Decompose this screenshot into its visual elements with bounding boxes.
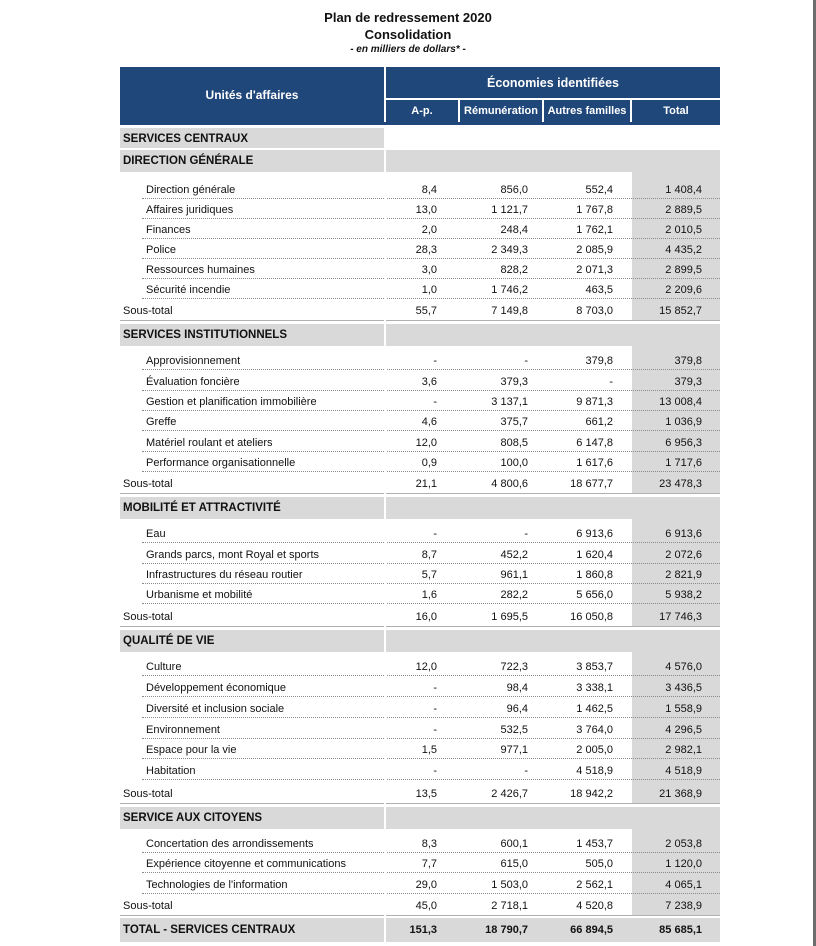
cell-autres: -	[609, 376, 613, 388]
cell-total: 6 913,6	[665, 528, 702, 540]
cell-autres: 552,4	[585, 184, 613, 196]
row-separator	[142, 603, 720, 604]
cell-autres: 2 071,3	[576, 264, 613, 276]
cell-autres: 1 453,7	[576, 838, 613, 850]
section-band-right	[386, 324, 720, 346]
cell-autres: 505,0	[585, 858, 613, 870]
cell-total: 1 717,6	[665, 457, 702, 469]
cell-remuneration: 615,0	[500, 858, 528, 870]
cell-total: 1 120,0	[665, 858, 702, 870]
cell-total: 4 435,2	[665, 244, 702, 256]
subtotal-label: Sous-total	[123, 788, 173, 800]
cell-remuneration: 98,4	[506, 682, 528, 694]
cell-remuneration: 722,3	[500, 661, 528, 673]
cell-ap: 4,6	[421, 416, 437, 428]
cell-remuneration: 600,1	[500, 838, 528, 850]
cell-total: 2 821,9	[665, 569, 702, 581]
row-label: Technologies de l'information	[146, 879, 288, 891]
cell-autres: 1 462,5	[576, 703, 613, 715]
cell-total: 4 576,0	[665, 661, 702, 673]
cell-remuneration: 379,3	[500, 376, 528, 388]
row-separator	[142, 390, 720, 391]
cell-ap: 0,9	[421, 457, 437, 469]
subtotal-label: Sous-total	[123, 305, 173, 317]
row-label: Évaluation foncière	[146, 376, 240, 388]
cell-autres: 463,5	[585, 284, 613, 296]
row-label: Ressources humaines	[146, 264, 255, 276]
row-separator	[142, 471, 720, 472]
cell-autres: 2 562,1	[576, 879, 613, 891]
row-separator	[142, 542, 720, 543]
row-label: Performance organisationnelle	[146, 457, 296, 469]
row-separator	[142, 410, 720, 411]
cell-total: 1 408,4	[665, 184, 702, 196]
cell-ap: 2,0	[421, 224, 437, 236]
cell-ap: 1,0	[421, 284, 437, 296]
cell-ap: -	[433, 396, 437, 408]
subtotal-remuneration: 4 800,6	[491, 478, 528, 490]
cell-autres: 1 620,4	[576, 549, 613, 561]
grand-total-autres: 66 894,5	[570, 924, 613, 936]
row-separator	[142, 872, 720, 873]
cell-remuneration: 808,5	[500, 437, 528, 449]
cell-remuneration: 828,2	[500, 264, 528, 276]
subtotal-ap: 55,7	[415, 305, 437, 317]
cell-remuneration: 1 121,7	[491, 204, 528, 216]
cell-ap: 12,0	[415, 661, 437, 673]
header-col-total: Total	[632, 100, 720, 122]
row-label: Affaires juridiques	[146, 204, 234, 216]
row-label: Sécurité incendie	[146, 284, 231, 296]
subtotal-label: Sous-total	[123, 611, 173, 623]
cell-total: 2 209,6	[665, 284, 702, 296]
cell-remuneration: 452,2	[500, 549, 528, 561]
cell-ap: 8,7	[421, 549, 437, 561]
subtotal-label: Sous-total	[123, 900, 173, 912]
header-col-remuneration: Rémunération	[460, 100, 542, 122]
subtotal-remuneration: 1 695,5	[491, 611, 528, 623]
row-separator	[142, 278, 720, 279]
cell-autres: 3 853,7	[576, 661, 613, 673]
subtotal-total: 23 478,3	[659, 478, 702, 490]
cell-remuneration: 1 746,2	[491, 284, 528, 296]
row-separator	[142, 563, 720, 564]
subtotal-autres: 18 677,7	[570, 478, 613, 490]
grand-total-total: 85 685,1	[659, 924, 702, 936]
cell-remuneration: 96,4	[506, 703, 528, 715]
subtotal-autres: 16 050,8	[570, 611, 613, 623]
row-separator	[142, 893, 720, 894]
section-band-right	[386, 150, 720, 172]
indent-shade	[120, 829, 142, 895]
section-title: SERVICE AUX CITOYENS	[123, 812, 263, 824]
subtotal-total: 7 238,9	[665, 900, 702, 912]
subtotal-autres: 4 520,8	[576, 900, 613, 912]
section-band-right	[386, 807, 720, 829]
cell-total: 2 072,6	[665, 549, 702, 561]
row-label: Infrastructures du réseau routier	[146, 569, 303, 581]
report-units: - en milliers de dollars* -	[350, 44, 466, 55]
cell-autres: 3 338,1	[576, 682, 613, 694]
cell-autres: 6 913,6	[576, 528, 613, 540]
section-band-right	[386, 630, 720, 652]
subtotal-total: 17 746,3	[659, 611, 702, 623]
cell-ap: 13,0	[415, 204, 437, 216]
row-label: Concertation des arrondissements	[146, 838, 314, 850]
subtotal-remuneration: 2 718,1	[491, 900, 528, 912]
cell-remuneration: 532,5	[500, 724, 528, 736]
section-title: DIRECTION GÉNÉRALE	[123, 155, 254, 167]
subtotal-total: 15 852,7	[659, 305, 702, 317]
cell-autres: 379,8	[585, 355, 613, 367]
cell-ap: 1,6	[421, 589, 437, 601]
row-separator	[142, 779, 720, 780]
indent-shade	[120, 519, 142, 605]
cell-total: 2 010,5	[665, 224, 702, 236]
cell-ap: 12,0	[415, 437, 437, 449]
cell-autres: 4 518,9	[576, 765, 613, 777]
row-separator	[142, 258, 720, 259]
cell-autres: 3 764,0	[576, 724, 613, 736]
row-separator	[142, 758, 720, 759]
cell-total: 2 982,1	[665, 744, 702, 756]
cell-autres: 9 871,3	[576, 396, 613, 408]
cell-total: 6 956,3	[665, 437, 702, 449]
column-gap	[384, 128, 386, 942]
cell-ap: 5,7	[421, 569, 437, 581]
subtotal-rule	[120, 803, 720, 804]
row-label: Police	[146, 244, 176, 256]
row-label: Diversité et inclusion sociale	[146, 703, 285, 715]
cell-remuneration: 282,2	[500, 589, 528, 601]
cell-remuneration: 3 137,1	[491, 396, 528, 408]
row-label: Environnement	[146, 724, 220, 736]
cell-total: 4 065,1	[665, 879, 702, 891]
cell-autres: 1 617,6	[576, 457, 613, 469]
row-label: Grands parcs, mont Royal et sports	[146, 549, 320, 561]
subtotal-ap: 16,0	[415, 611, 437, 623]
grand-total-ap: 151,3	[409, 924, 437, 936]
cell-ap: -	[433, 703, 437, 715]
row-separator	[142, 238, 720, 239]
row-separator	[142, 696, 720, 697]
cell-ap: 1,5	[421, 744, 437, 756]
cell-remuneration: -	[524, 355, 528, 367]
cell-total: 2 889,5	[665, 204, 702, 216]
row-separator	[142, 198, 720, 199]
cell-ap: -	[433, 355, 437, 367]
cell-autres: 2 005,0	[576, 744, 613, 756]
row-label: Matériel roulant et ateliers	[146, 437, 273, 449]
subtotal-autres: 18 942,2	[570, 788, 613, 800]
cell-total: 2 053,8	[665, 838, 702, 850]
cell-remuneration: 961,1	[500, 569, 528, 581]
header-col-ap: A-p.	[386, 100, 458, 122]
subtotal-rule	[120, 915, 720, 916]
row-separator	[142, 675, 720, 676]
row-separator	[142, 430, 720, 431]
section-band-right	[386, 497, 720, 519]
row-label: Approvisionnement	[146, 355, 241, 367]
row-label: Eau	[146, 528, 166, 540]
row-separator	[142, 298, 720, 299]
row-separator	[142, 218, 720, 219]
cell-total: 3 436,5	[665, 682, 702, 694]
cell-ap: 8,4	[421, 184, 437, 196]
cell-remuneration: 977,1	[500, 744, 528, 756]
header-rule	[120, 122, 720, 125]
cell-ap: 28,3	[415, 244, 437, 256]
cell-total: 1 558,9	[665, 703, 702, 715]
cell-remuneration: 248,4	[500, 224, 528, 236]
row-label: Développement économique	[146, 682, 287, 694]
cell-ap: -	[433, 765, 437, 777]
cell-remuneration: 856,0	[500, 184, 528, 196]
cell-ap: 3,0	[421, 264, 437, 276]
header-col-autres: Autres familles	[544, 100, 630, 122]
cell-remuneration: 100,0	[500, 457, 528, 469]
subtotal-ap: 45,0	[415, 900, 437, 912]
cell-autres: 1 767,8	[576, 204, 613, 216]
header-savings-group: Économies identifiées	[386, 67, 720, 98]
indent-shade	[120, 346, 142, 473]
section-title: SERVICES INSTITUTIONNELS	[123, 329, 288, 341]
cell-remuneration: 375,7	[500, 416, 528, 428]
cell-remuneration: -	[524, 528, 528, 540]
row-separator	[142, 369, 720, 370]
subtotal-autres: 8 703,0	[576, 305, 613, 317]
subtotal-remuneration: 2 426,7	[491, 788, 528, 800]
subtotal-remuneration: 7 149,8	[491, 305, 528, 317]
cell-total: 2 899,5	[665, 264, 702, 276]
cell-autres: 2 085,9	[576, 244, 613, 256]
cell-total: 4 518,9	[665, 765, 702, 777]
cell-ap: 8,3	[421, 838, 437, 850]
cell-total: 379,3	[674, 376, 702, 388]
row-label: Espace pour la vie	[146, 744, 237, 756]
cell-total: 5 938,2	[665, 589, 702, 601]
row-label: Habitation	[146, 765, 196, 777]
section-title: QUALITÉ DE VIE	[123, 635, 215, 647]
cell-total: 1 036,9	[665, 416, 702, 428]
cell-autres: 6 147,8	[576, 437, 613, 449]
cell-ap: -	[433, 682, 437, 694]
row-label: Gestion et planification immobilière	[146, 396, 317, 408]
cell-remuneration: -	[524, 765, 528, 777]
report-subtitle: Consolidation	[364, 27, 452, 42]
cell-autres: 1 860,8	[576, 569, 613, 581]
row-label: Culture	[146, 661, 182, 673]
row-separator	[142, 738, 720, 739]
subtotal-total: 21 368,9	[659, 788, 702, 800]
cell-total: 4 296,5	[665, 724, 702, 736]
grand-total-remuneration: 18 790,7	[485, 924, 528, 936]
cell-autres: 1 762,1	[576, 224, 613, 236]
section-title: MOBILITÉ ET ATTRACTIVITÉ	[123, 502, 281, 514]
row-label: Urbanisme et mobilité	[146, 589, 253, 601]
cell-remuneration: 1 503,0	[491, 879, 528, 891]
cell-total: 379,8	[674, 355, 702, 367]
cell-total: 13 008,4	[659, 396, 702, 408]
cell-ap: 7,7	[421, 858, 437, 870]
cell-remuneration: 2 349,3	[491, 244, 528, 256]
row-label: Direction générale	[146, 184, 236, 196]
cell-ap: 29,0	[415, 879, 437, 891]
subtotal-ap: 13,5	[415, 788, 437, 800]
report-title: Plan de redressement 2020	[324, 10, 492, 25]
subtotal-rule	[120, 493, 720, 494]
cell-autres: 5 656,0	[576, 589, 613, 601]
subtotal-rule	[120, 320, 720, 321]
row-separator	[142, 852, 720, 853]
cell-ap: -	[433, 724, 437, 736]
header-units-cell: Unités d'affaires	[120, 67, 384, 122]
row-label: Finances	[146, 224, 191, 236]
row-label: Expérience citoyenne et communications	[146, 858, 346, 870]
subtotal-label: Sous-total	[123, 478, 173, 490]
subtotal-rule	[120, 626, 720, 627]
cell-autres: 661,2	[585, 416, 613, 428]
row-separator	[142, 583, 720, 584]
cell-ap: 3,6	[421, 376, 437, 388]
indent-shade	[120, 652, 142, 781]
row-separator	[142, 717, 720, 718]
row-label: Greffe	[146, 416, 177, 428]
row-separator	[142, 451, 720, 452]
subtotal-ap: 21,1	[415, 478, 437, 490]
indent-shade	[120, 172, 142, 300]
cell-ap: -	[433, 528, 437, 540]
grand-total-label: TOTAL - SERVICES CENTRAUX	[123, 924, 296, 936]
top-section-label: SERVICES CENTRAUX	[123, 133, 249, 145]
